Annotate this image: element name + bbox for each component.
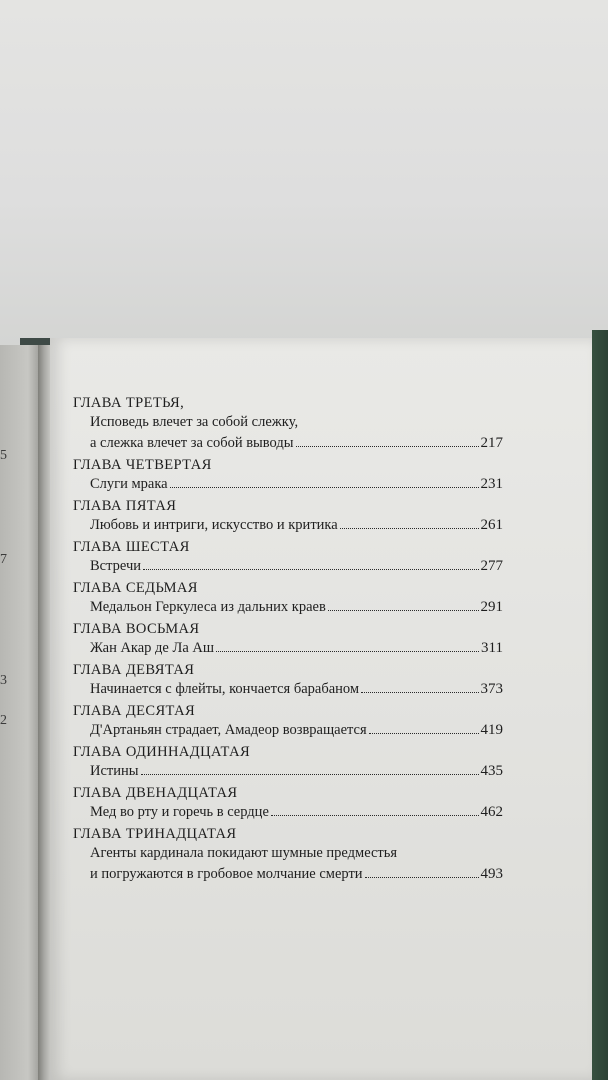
toc-entry <box>73 720 503 741</box>
page-number: 277 <box>480 558 503 574</box>
chapter-subtitle: Мед во рту и горечь в сердце <box>90 804 269 820</box>
toc-entry <box>73 864 503 885</box>
chapter-title: ГЛАВА СЕДЬМАЯ <box>73 580 198 596</box>
chapter-subtitle: Любовь и интриги, искусство и критика <box>90 517 338 533</box>
page-number: 493 <box>480 866 503 882</box>
toc-entry <box>73 761 503 782</box>
chapter-title: ГЛАВА ВОСЬМАЯ <box>73 621 200 637</box>
dot-leader <box>328 609 479 611</box>
dot-leader <box>216 650 479 652</box>
page-number: 419 <box>480 722 503 738</box>
toc-chapter <box>73 394 503 454</box>
wall-background <box>0 0 608 360</box>
left-page-number: 5 <box>0 448 7 463</box>
page-number: 373 <box>480 681 503 697</box>
dot-leader <box>271 814 479 816</box>
toc-entry <box>73 433 503 454</box>
toc-chapter <box>73 538 503 577</box>
left-page-number: 7 <box>0 552 7 567</box>
chapter-title: ГЛАВА ТРЕТЬЯ, <box>73 395 185 411</box>
chapter-subtitle: Медальон Геркулеса из дальних краев <box>90 599 326 615</box>
dot-leader <box>170 486 479 488</box>
toc-entry <box>73 802 503 823</box>
chapter-subtitle: Встречи <box>90 558 141 574</box>
page-number: 291 <box>480 599 503 615</box>
chapter-subtitle: и погружаются в гробовое молчание смерти <box>90 866 363 882</box>
book-right-cover <box>592 330 608 1080</box>
dot-leader <box>296 445 479 447</box>
toc-entry <box>73 638 503 659</box>
toc-chapter <box>73 702 503 741</box>
chapter-subtitle-line: Агенты кардинала покидают шумные предместья <box>90 845 398 861</box>
toc-entry <box>73 515 503 536</box>
chapter-title: ГЛАВА ДЕСЯТАЯ <box>73 703 196 719</box>
toc-chapter <box>73 784 503 823</box>
page-number: 231 <box>480 476 503 492</box>
page-number: 462 <box>480 804 503 820</box>
chapter-subtitle: Истины <box>90 763 139 779</box>
chapter-subtitle: Начинается с флейты, кончается барабаном <box>90 681 360 697</box>
toc-entry <box>73 474 503 495</box>
chapter-title: ГЛАВА ДЕВЯТАЯ <box>73 662 195 678</box>
chapter-subtitle: а слежка влечет за собой выводы <box>90 435 294 451</box>
chapter-subtitle: Д'Артаньян страдает, Амадеор возвращается <box>90 722 367 738</box>
left-page <box>0 345 40 1080</box>
toc-chapter <box>73 743 503 782</box>
left-page-number: 3 <box>0 673 7 688</box>
page-number: 311 <box>481 640 503 656</box>
dot-leader <box>361 691 478 693</box>
chapter-title: ГЛАВА ТРИНАДЦАТАЯ <box>73 826 237 842</box>
toc-chapter <box>73 497 503 536</box>
toc-chapter <box>73 661 503 700</box>
chapter-title: ГЛАВА ДВЕНАДЦАТАЯ <box>73 785 238 801</box>
chapter-subtitle: Слуги мрака <box>90 476 168 492</box>
toc-entry <box>73 556 503 577</box>
chapter-subtitle-line: Исповедь влечет за собой слежку, <box>90 414 299 430</box>
toc-chapter <box>73 620 503 659</box>
chapter-title: ГЛАВА ПЯТАЯ <box>73 498 177 514</box>
chapter-title: ГЛАВА ЧЕТВЕРТАЯ <box>73 457 212 473</box>
dot-leader <box>369 732 479 734</box>
toc-chapter <box>73 579 503 618</box>
chapter-title: ГЛАВА ШЕСТАЯ <box>73 539 190 555</box>
chapter-subtitle: Жан Акар де Ла Аш <box>90 640 215 656</box>
chapter-title: ГЛАВА ОДИННАДЦАТАЯ <box>73 744 251 760</box>
page-number: 217 <box>480 435 503 451</box>
dot-leader <box>340 527 479 529</box>
page-number: 435 <box>480 763 503 779</box>
toc-entry <box>73 597 503 618</box>
dot-leader <box>143 568 479 570</box>
dot-leader <box>365 876 479 878</box>
left-page-number: 2 <box>0 713 7 728</box>
toc-entry <box>73 679 503 700</box>
page-number: 261 <box>480 517 503 533</box>
table-of-contents <box>73 394 503 887</box>
toc-chapter <box>73 825 503 885</box>
dot-leader <box>141 773 479 775</box>
toc-chapter <box>73 456 503 495</box>
